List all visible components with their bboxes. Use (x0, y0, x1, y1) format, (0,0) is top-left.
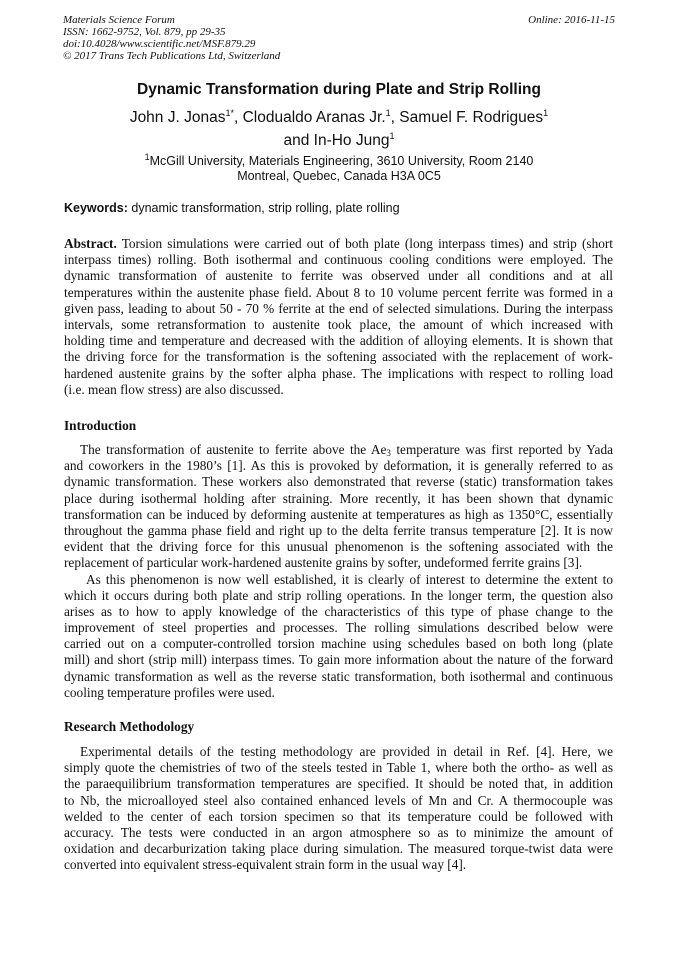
abstract (64, 236, 613, 398)
journal-header (63, 14, 280, 62)
text-line: which it occurs during both plate and strip rolling operations. In the longer term, the question also (64, 587, 613, 603)
doi: doi:10.4028/www.scientific.net/MSF.879.29 (63, 38, 256, 50)
text-line: improvement of steel properties and processes. The rolling simulations described below were (64, 620, 613, 636)
text-line: given pass, leading to about 50 - 70 % ferrite at the end of selected simulations. During the interpass (64, 300, 613, 316)
text-line: dynamic transformation of austenite to ferrite was observed under all conditions and at all (64, 268, 613, 284)
text-line: interpass times) rolling. Both isothermal and continuous cooling conditions were employed. The (64, 252, 613, 268)
author: Clodualdo Aranas Jr. (242, 109, 386, 127)
text-line: cooling temperature profiles were used. (64, 684, 275, 700)
author: Samuel F. Rodrigues (399, 109, 544, 127)
affiliation-mark: 1 (389, 131, 395, 142)
author-list (0, 104, 678, 150)
affiliation-line: McGill University, Materials Engineering, 3610 University, Room 2140 (149, 154, 534, 169)
text-span: 3 (386, 448, 391, 458)
separator: , (390, 109, 400, 127)
author: John J. Jonas (129, 109, 226, 127)
keywords-text: dynamic transformation, strip rolling, plate rolling (127, 201, 400, 215)
text-span: Torsion simulations were carried out of both plate (long interpass times) and strip (short (116, 236, 613, 251)
text-line (64, 442, 613, 458)
text-line: the driving force for the transformation is the softening associated with the replacement of work- (64, 349, 613, 365)
text-line: dynamic transformation. These workers also demonstrated that reverse (static) transformation takes (64, 474, 613, 490)
text-line: transformation can be induced by deforming austenite at temperatures as high as 1350°C, essentially (64, 506, 613, 522)
text-line: oxidation and decarburization taking place during simulation. The measured torque-twist data were (64, 841, 613, 857)
affiliation-mark: 1* (225, 108, 234, 118)
affiliation-mark: 1 (543, 108, 549, 118)
text-line: replacement of particular work-hardened austenite grains by softer, undeformed ferrite grains [3]. (64, 555, 583, 571)
section-heading-introduction: Introduction (64, 418, 137, 433)
text-line: converted into equivalent stress-equivalent strain form in the usual way [4]. (64, 857, 467, 873)
text-line: holding time and temperature and decreased with the addition of alloying elements. It is shown that (64, 333, 613, 349)
keywords-label: Keywords: (64, 201, 128, 215)
copyright: © 2017 Trans Tech Publications Ltd, Switzerland (63, 50, 281, 62)
text-line: intervals, some retransformation to austenite took place, the amount of which increased with (64, 316, 613, 332)
text-line: dynamic transformation as well as the reverse static transformation, both isothermal and continuous (64, 668, 613, 684)
text-line: place during isothermal holding after straining. More recently, it has been shown that dynamic (64, 490, 613, 506)
text-line: hardened austenite grains by the softer alpha phase. The implications with respect to rolling load (64, 365, 613, 381)
keywords (64, 201, 400, 215)
issn: ISSN: 1662-9752, Vol. 879, pp 29-35 (63, 26, 226, 38)
text-span: The transformation of austenite to ferrite above the Ae (80, 442, 387, 457)
text-line: As this phenomenon is now well established, it is clearly of interest to determine the extent to (86, 571, 613, 587)
text-line: accuracy. The tests were conducted in an argon atmosphere so as to minimize the amount of (64, 824, 613, 840)
text-line: evident that the driving force for this unusual phenomenon is the softening associated with the (64, 539, 613, 555)
abstract-label: Abstract. (64, 236, 117, 251)
affiliation-mark: 1 (144, 152, 150, 162)
text-line: throughout the gamma phase field and right up to the delta ferrite transus temperature [2]. It is now (64, 522, 613, 538)
text-line: temperatures within the austenite phase field. About 8 to 10 volume percent ferrite was formed in a (64, 284, 613, 300)
section-heading-methodology: Research Methodology (64, 719, 195, 734)
journal-name: Materials Science Forum (63, 14, 175, 26)
text-line: and coworkers in the 1980’s [1]. As this is provoked by deformation, it is generally referred to as (64, 458, 613, 474)
text-line: simply quote the chemistries of two of the steels tested in Table 1, where both the ortho- as well as (64, 760, 613, 776)
text-line: (i.e. mean flow stress) are also discussed. (64, 381, 284, 397)
affiliation-mark: 1 (385, 108, 391, 118)
text-line: welded to the center of each torsion specimen so that its temperature could be followed with (64, 808, 613, 824)
methodology-body (64, 744, 613, 874)
affiliation-line: Montreal, Quebec, Canada H3A 0C5 (237, 169, 441, 184)
online-date: Online: 2016-11-15 (528, 14, 615, 26)
separator: , (233, 109, 243, 127)
text-line: arises as to how to apply knowledge of the characteristics of this type of phase change to the (64, 603, 613, 619)
introduction-body (64, 442, 613, 701)
text-line: mill) and short (strip mill) interpass times. To gain more information about the nature of the forward (64, 652, 613, 668)
text-line: the paraequilibrium transformation temperatures are specified. It should be noted that, in addition (64, 776, 613, 792)
affiliation (0, 150, 678, 184)
text-line: Experimental details of the testing methodology are provided in detail in Ref. [4]. Here, we (80, 744, 613, 759)
author: and In-Ho Jung (283, 132, 390, 150)
text-line (64, 236, 613, 252)
paper-title: Dynamic Transformation during Plate and Strip Rolling (137, 81, 541, 98)
text-span: temperature was first reported by Yada (390, 442, 613, 457)
text-line: carried out on a computer-controlled torsion machine using schedules based on both long (plate (64, 636, 613, 652)
text-line: to Nb, the microalloyed steel also contained enhanced levels of Mn and Cr. A thermocouple was (64, 792, 613, 808)
